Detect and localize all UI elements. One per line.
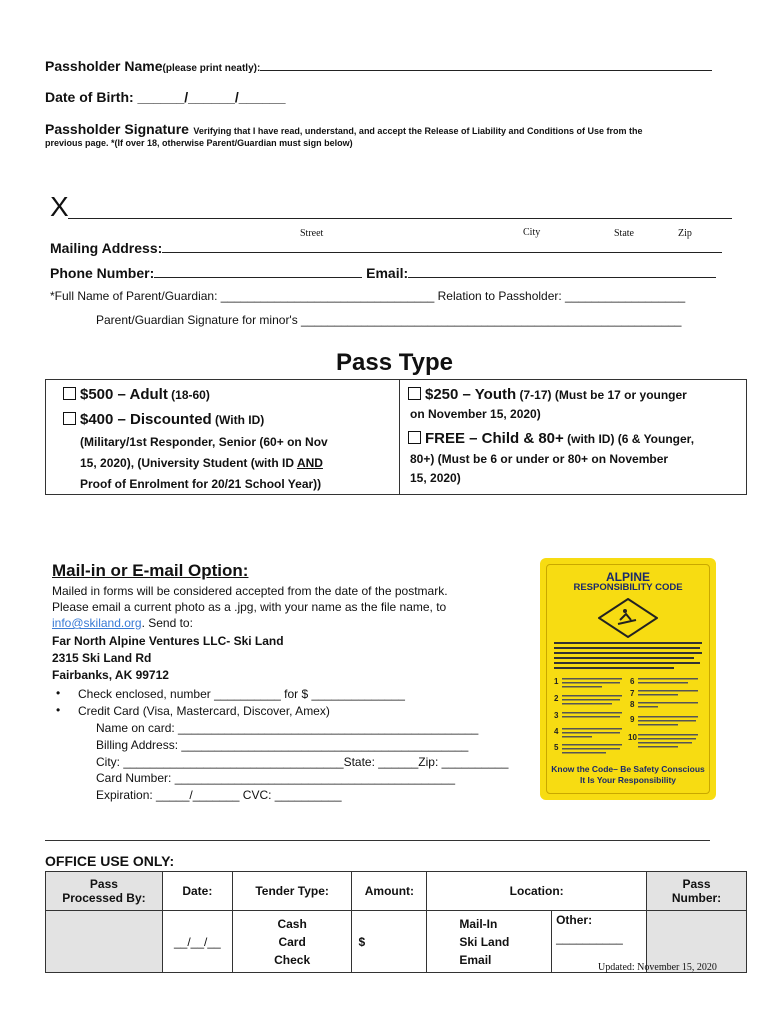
other-label: Other:: [556, 913, 593, 927]
pass-type-title: Pass Type: [336, 349, 453, 376]
discounted-label: $400 – Discounted: [80, 411, 212, 428]
svg-text:3: 3: [554, 711, 559, 720]
svg-text:8: 8: [630, 700, 635, 709]
phone-label: Phone Number:: [50, 265, 155, 281]
poster-footer-1: Know the Code– Be Safety Conscious: [551, 764, 705, 774]
name-on-card-line[interactable]: Name on card: _____________________________________________: [96, 721, 479, 735]
office-divider: [45, 840, 710, 841]
discounted-detail-2a: 15, 2020), (University Student (with ID: [80, 456, 297, 470]
tender-check: Check: [274, 952, 311, 967]
passholder-name-note: (please print neatly):: [162, 63, 261, 74]
discounted-detail-and: AND: [296, 456, 323, 470]
mailing-address-label: Mailing Address:: [50, 240, 163, 256]
signature-label: Passholder Signature: [45, 121, 189, 137]
zip-label: Zip: [678, 228, 692, 239]
youth-detail: on November 15, 2020): [410, 407, 541, 421]
youth-note: (7-17) (Must be 17 or younger: [516, 388, 687, 402]
header-amount: Amount:: [352, 872, 427, 911]
free-note: (with ID) (6 & Younger,: [563, 432, 695, 446]
state-label: State: [614, 228, 634, 239]
mail-text-2: Please email a current photo as a .jpg, with your name as the file name, to: [52, 600, 447, 614]
email-label: Email:: [366, 265, 409, 281]
header-date: Date:: [162, 872, 232, 911]
free-option[interactable]: [408, 430, 694, 447]
discounted-detail-3: Proof of Enrolment for 20/21 School Year)): [80, 477, 322, 491]
company-city: Fairbanks, AK 99712: [52, 668, 169, 682]
info-email-link[interactable]: info@skiland.org: [52, 616, 142, 630]
poster-text-block: [554, 642, 702, 674]
free-checkbox[interactable]: [408, 431, 421, 444]
free-detail-1: 80+) (Must be 6 or under or 80+ on November: [410, 452, 669, 466]
youth-checkbox[interactable]: [408, 387, 421, 400]
poster-title-2: RESPONSIBILITY CODE: [573, 582, 683, 593]
other-line: __________: [556, 931, 623, 945]
updated-date: Updated: November 15, 2020: [598, 962, 717, 973]
header-pass-processed: Pass Processed By:: [46, 872, 163, 911]
card-number-line[interactable]: Card Number: __________________________________________: [96, 771, 455, 785]
header-pass-number: Pass Number:: [647, 872, 747, 911]
passholder-name-row: [45, 58, 712, 74]
pass-type-divider: [399, 380, 400, 495]
cell-amount[interactable]: $: [352, 911, 427, 973]
tender-card: Card: [278, 934, 306, 949]
location-ski-land: Ski Land: [459, 934, 510, 949]
youth-label: $250 – Youth: [425, 386, 517, 403]
office-use-title: OFFICE USE ONLY:: [45, 853, 175, 869]
credit-line: Credit Card (Visa, Mastercard, Discover, Amex): [78, 704, 330, 718]
signature-line[interactable]: [68, 218, 732, 219]
adult-ages: (18-60): [167, 388, 210, 402]
skier-diamond-icon: [598, 598, 658, 638]
expiration-line[interactable]: Expiration: _____/_______ CVC: __________: [96, 788, 342, 802]
company-street: 2315 Ski Land Rd: [52, 651, 152, 665]
svg-text:1: 1: [554, 677, 559, 686]
send-to-text: . Send to:: [141, 616, 193, 630]
phone-field[interactable]: [154, 277, 362, 278]
svg-text:4: 4: [554, 727, 559, 736]
alpine-responsibility-poster: [540, 558, 716, 800]
city-state-zip-line[interactable]: City: _________________________________State: ______Zip: __________: [96, 755, 509, 769]
date-of-birth[interactable]: Date of Birth: ______/______/______: [45, 89, 286, 105]
cell-date[interactable]: __/__/__: [162, 911, 232, 973]
office-use-table: [45, 871, 747, 973]
mail-text-1: Mailed in forms will be considered accepted from the date of the postmark.: [52, 584, 448, 598]
tender-cash: Cash: [277, 916, 307, 931]
credit-bullet: •: [56, 703, 61, 717]
free-label: FREE – Child & 80+: [425, 430, 564, 447]
poster-rules-list: [554, 676, 702, 756]
city-label: City: [523, 227, 541, 238]
parent-signature-line[interactable]: Parent/Guardian Signature for minor's _________________________________________________________: [96, 313, 682, 327]
mail-option-title: Mail-in or E-mail Option:: [52, 561, 249, 580]
svg-text:5: 5: [554, 743, 559, 752]
header-location: Location:: [427, 872, 647, 911]
svg-text:9: 9: [630, 715, 635, 724]
signature-note: Verifying that I have read, understand, and accept the Release of Liability and Conditions of Use from the: [193, 126, 643, 136]
discounted-note: (With ID): [211, 413, 265, 427]
free-detail-2: 15, 2020): [410, 471, 461, 485]
svg-text:6: 6: [630, 677, 635, 686]
svg-text:2: 2: [554, 694, 559, 703]
mailing-address-field[interactable]: [162, 252, 722, 253]
check-bullet: •: [56, 686, 61, 700]
billing-address-line[interactable]: Billing Address: ___________________________________________: [96, 738, 469, 752]
cell-processed-by[interactable]: [46, 911, 163, 973]
adult-option[interactable]: [63, 386, 210, 403]
discounted-detail-1: (Military/1st Responder, Senior (60+ on Nov: [80, 435, 328, 449]
company-name: Far North Alpine Ventures LLC- Ski Land: [52, 634, 284, 648]
cell-tender[interactable]: [232, 911, 352, 973]
discounted-detail-2: [80, 456, 323, 470]
signature-note-2: previous page. *(If over 18, otherwise Parent/Guardian must sign below): [45, 138, 353, 148]
mail-text-3: [52, 616, 193, 630]
adult-label: $500 – Adult: [80, 386, 168, 403]
phone-email-row: [50, 265, 716, 281]
discounted-option[interactable]: [63, 411, 264, 428]
cell-location[interactable]: [427, 911, 552, 973]
svg-text:10: 10: [628, 733, 637, 742]
location-email: Email: [459, 952, 492, 967]
svg-text:7: 7: [630, 689, 635, 698]
signature-label-row: [45, 121, 642, 139]
poster-title-1: ALPINE: [605, 570, 650, 584]
parent-name-line[interactable]: *Full Name of Parent/Guardian: ________________________________ Relation to Passholder: __________________: [50, 289, 686, 303]
office-header-row: [46, 872, 747, 911]
street-label: Street: [300, 228, 324, 239]
poster-footer-2: It Is Your Responsibility: [579, 775, 677, 785]
youth-option[interactable]: [408, 386, 687, 403]
discounted-checkbox[interactable]: [63, 412, 76, 425]
passholder-name-field[interactable]: [260, 70, 712, 71]
passholder-name-label: Passholder Name: [45, 58, 163, 74]
location-mail-in: Mail-In: [459, 916, 498, 931]
email-field[interactable]: [408, 277, 716, 278]
check-line[interactable]: Check enclosed, number __________ for $ ______________: [78, 687, 405, 701]
header-tender: Tender Type:: [232, 872, 352, 911]
mailing-address-row: [50, 240, 722, 256]
adult-checkbox[interactable]: [63, 387, 76, 400]
signature-x: X: [50, 191, 69, 222]
